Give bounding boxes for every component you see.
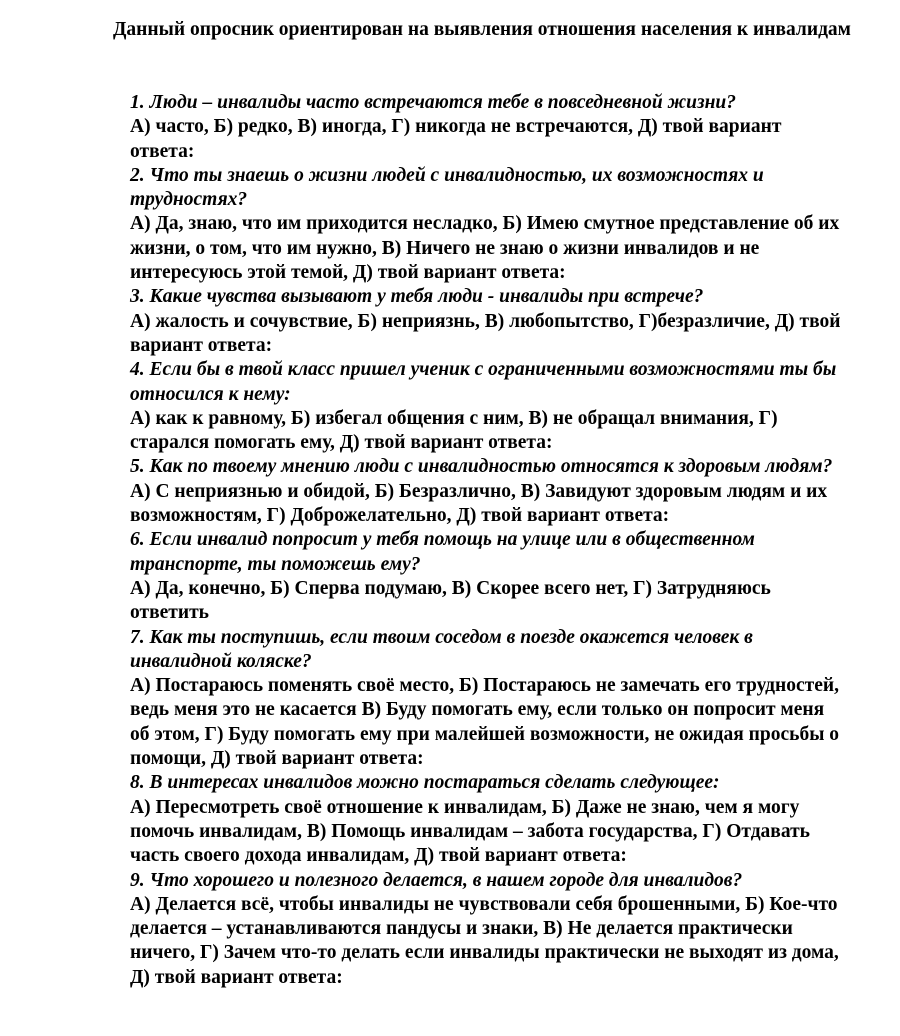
question-item-1 <box>130 91 842 164</box>
answer-options: А) С неприязнью и обидой, Б) Безразлично, В) Завидуют здоровым людям и их возможностям, Г) Доброжелательно, Д) твой вариант ответа: <box>130 480 828 527</box>
question-text: 1. Люди – инвалиды часто встречаются тебе в повседневной жизни? <box>130 92 737 113</box>
question-text: 6. Если инвалид попросит у тебя помощь на улице или в общественном транспорте, ты поможешь ему? <box>130 529 755 575</box>
answer-options: А) Да, конечно, Б) Сперва подумаю, В) Скорее всего нет, Г) Затрудняюсь ответить <box>130 577 771 624</box>
answer-options: А) Пересмотреть своё отношение к инвалидам, Б) Даже не знаю, чем я могу помочь инвалидам, В) Помощь инвалидам – забота государства, Г) Отдавать часть своего дохода инвалидам, Д) твой вариант ответа: <box>130 796 810 867</box>
answer-options: А) Да, знаю, что им приходится несладко, Б) Имею смутное представление об их жизни, о том, что им нужно, В) Ничего не знаю о жизни инвалидов и не интересуюсь этой темой, Д) твой вариант ответа: <box>130 213 840 284</box>
answer-options: А) жалость и сочувствие, Б) неприязнь, В) любопытство, Г)безразличие, Д) твой вариант ответа: <box>130 310 841 356</box>
questionnaire-list <box>130 91 842 990</box>
question-text: 2. Что ты знаешь о жизни людей с инвалидностью, их возможностях и трудностях? <box>130 164 764 211</box>
question-text: 7. Как ты поступишь, если твоим соседом в поезде окажется человек в инвалидной коляске? <box>130 626 753 672</box>
question-text: 5. Как по твоему мнению люди с инвалидностью относятся к здоровым людям? <box>130 456 833 478</box>
answer-options: А) часто, Б) редко, В) иногда, Г) никогда не встречаются, Д) твой вариант ответа: <box>130 116 782 162</box>
question-item-5 <box>130 455 842 528</box>
answer-options: А) Делается всё, чтобы инвалиды не чувствовали себя брошенными, Б) Кое-что делается – устанавливаются пандусы и знаки, В) Не делается практически ничего, Г) Зачем что-то делать если инвалиды практически не выходят из дома, Д) твой вариант ответа: <box>130 893 839 988</box>
question-text: 3. Какие чувства вызывают у тебя люди - инвалиды при встрече? <box>130 286 704 308</box>
question-item-3 <box>130 285 842 358</box>
question-item-9 <box>130 869 842 990</box>
question-item-6 <box>130 528 842 625</box>
question-item-2 <box>130 164 842 285</box>
answer-options: А) Постараюсь поменять своё место, Б) Постараюсь не замечать его трудностей, ведь меня это не касается В) Буду помогать ему, если только он попросит меня об этом, Г) Буду помогать ему при малейшей возможности, не ожидая просьбы о помощи, Д) твой вариант ответа: <box>130 675 840 770</box>
question-text: 4. Если бы в твой класс пришел ученик с ограниченными возможностями ты бы относился к нему: <box>130 359 837 405</box>
question-item-4 <box>130 358 842 455</box>
question-text: 8. В интересах инвалидов можно постараться сделать следующее: <box>130 772 720 794</box>
question-item-7 <box>130 626 842 772</box>
document-title: Данный опросник ориентирован на выявления отношения населения к инвалидам <box>113 19 851 40</box>
question-text: 9. Что хорошего и полезного делается, в нашем городе для инвалидов? <box>130 869 743 891</box>
answer-options: А) как к равному, Б) избегал общения с ним, В) не обращал внимания, Г) старался помогать ему, Д) твой вариант ответа: <box>130 407 778 454</box>
question-item-8 <box>130 771 842 868</box>
